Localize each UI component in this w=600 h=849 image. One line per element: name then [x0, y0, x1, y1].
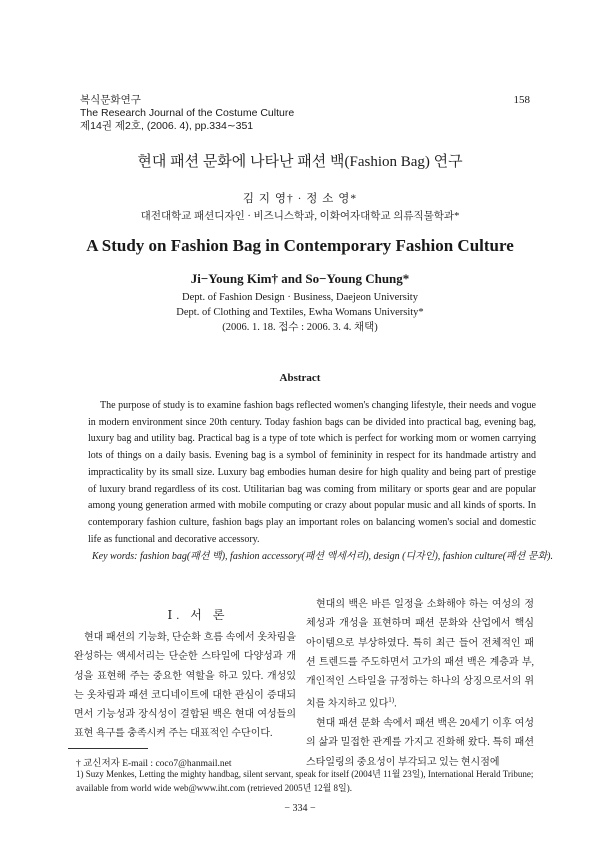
affiliation-english	[0, 290, 600, 335]
abstract-body: The purpose of study is to examine fashion bags reflected women's changing lifestyle, their needs and vogue in modern environment since 20th century. Today fashion bags can be divided into practical bag, evening bag, luxury bag and utility bag. Practical bag is a type of tote which is perfect for working mom or women carrying lots of things on a daily basis. Evening bag is a symbol of femininity in respect for its handmade artistry and impracticality by its small size. Luxury bag embodies human desire for high quality and being part of prestige of luxury brand regardless of its cost. Utilitarian bag was coming from military or sports gear and are popular among young generation armed with mobile computing or crazy about popular music and all kinds of sports. In contemporary fashion culture, fashion bags play an important roles on balancing women's social and domestic life as functional and decorative accessory.	[88, 400, 536, 545]
journal-name-ko: 복식문화연구	[80, 94, 141, 106]
page-folio: − 334 −	[284, 803, 316, 814]
title-korean: 현대 패션 문화에 나타난 패션 백(Fashion Bag) 연구	[137, 154, 463, 170]
intro-right-paragraph-1	[306, 595, 534, 714]
journal-issue: 제14권 제2호, (2006. 4), pp.334∼351	[80, 120, 254, 132]
intro-right-paragraph-2: 현대 패션 문화 속에서 패션 백은 20세기 이후 여성의 삶과 밀접한 관계를 가지고 진화해 왔다. 특히 패션 스타일링의 중요성이 부각되고 있는 현시점에	[306, 718, 534, 768]
affiliation-korean: 대전대학교 패션디자인 · 비즈니스학과, 이화여자대학교 의류직물학과*	[140, 211, 460, 222]
footnote-1: 1) Suzy Menkes, Letting the mighty handbag, silent servant, speak for itself (2004년 11월 23일), International Herald Tribune; available from world wide web@www.iht.com (retrieved 2005년 12월 8일).	[76, 769, 534, 793]
intro-right-column	[306, 595, 534, 772]
affiliation-en-2: Dept. of Clothing and Textiles, Ewha Womans University*	[176, 307, 424, 318]
footnote-corresponding-author: † 교신저자 E-mail : coco7@hanmail.net	[76, 759, 232, 769]
authors-english: Ji−Young Kim† and So−Young Chung*	[190, 271, 410, 286]
section-heading: Ⅰ. 서 론	[167, 608, 229, 622]
intro-left-paragraph: 현대 패션의 기능화, 단순화 흐름 속에서 옷차림을 완성하는 액세서리는 단순한 스타일에 다양성과 개성을 표현해 주는 중요한 역할을 하고 있다. 개성있는 옷차림과 패션 코디네이트에 대한 관심이 증대되면서 기능성과 장식성이 결합된 백은 현대 여성들의 표현 욕구를 충족시켜 주는 대표적인 수단이다.	[74, 632, 296, 740]
journal-name-en: The Research Journal of the Costume Culture	[80, 107, 295, 119]
submission-dates: (2006. 1. 18. 접수 : 2006. 3. 4. 채택)	[222, 322, 378, 333]
footnote-ref-1: 1)	[388, 696, 395, 705]
footnote-divider	[68, 748, 148, 749]
intro-right-text-1-end: .	[394, 698, 397, 710]
title-english: A Study on Fashion Bag in Contemporary Fashion Culture	[86, 236, 514, 255]
journal-header	[80, 94, 294, 133]
keywords: Key words: fashion bag(패션 백), fashion accessory(패션 액세서리), design (디자인), fashion culture(패션 문화).	[92, 551, 553, 562]
authors-korean: 김 지 영† · 정 소 영*	[242, 193, 358, 205]
abstract-heading: Abstract	[279, 372, 321, 384]
affiliation-en-1: Dept. of Fashion Design · Business, Daejeon University	[182, 292, 418, 303]
header-page-number: 158	[513, 94, 530, 106]
intro-right-text-1: 현대의 백은 바른 일정을 소화해야 하는 여성의 정체성과 개성을 표현하며 패션 문화와 산업에서 핵심 아이템으로 부상하였다. 특히 최근 들어 전체적인 패션 트렌드를 주도하면서 고가의 패션 백은 계층과 부, 개인적인 스타일을 규정하는 하나의 상징으로서의 위치를 차지하고 있다	[306, 599, 534, 710]
